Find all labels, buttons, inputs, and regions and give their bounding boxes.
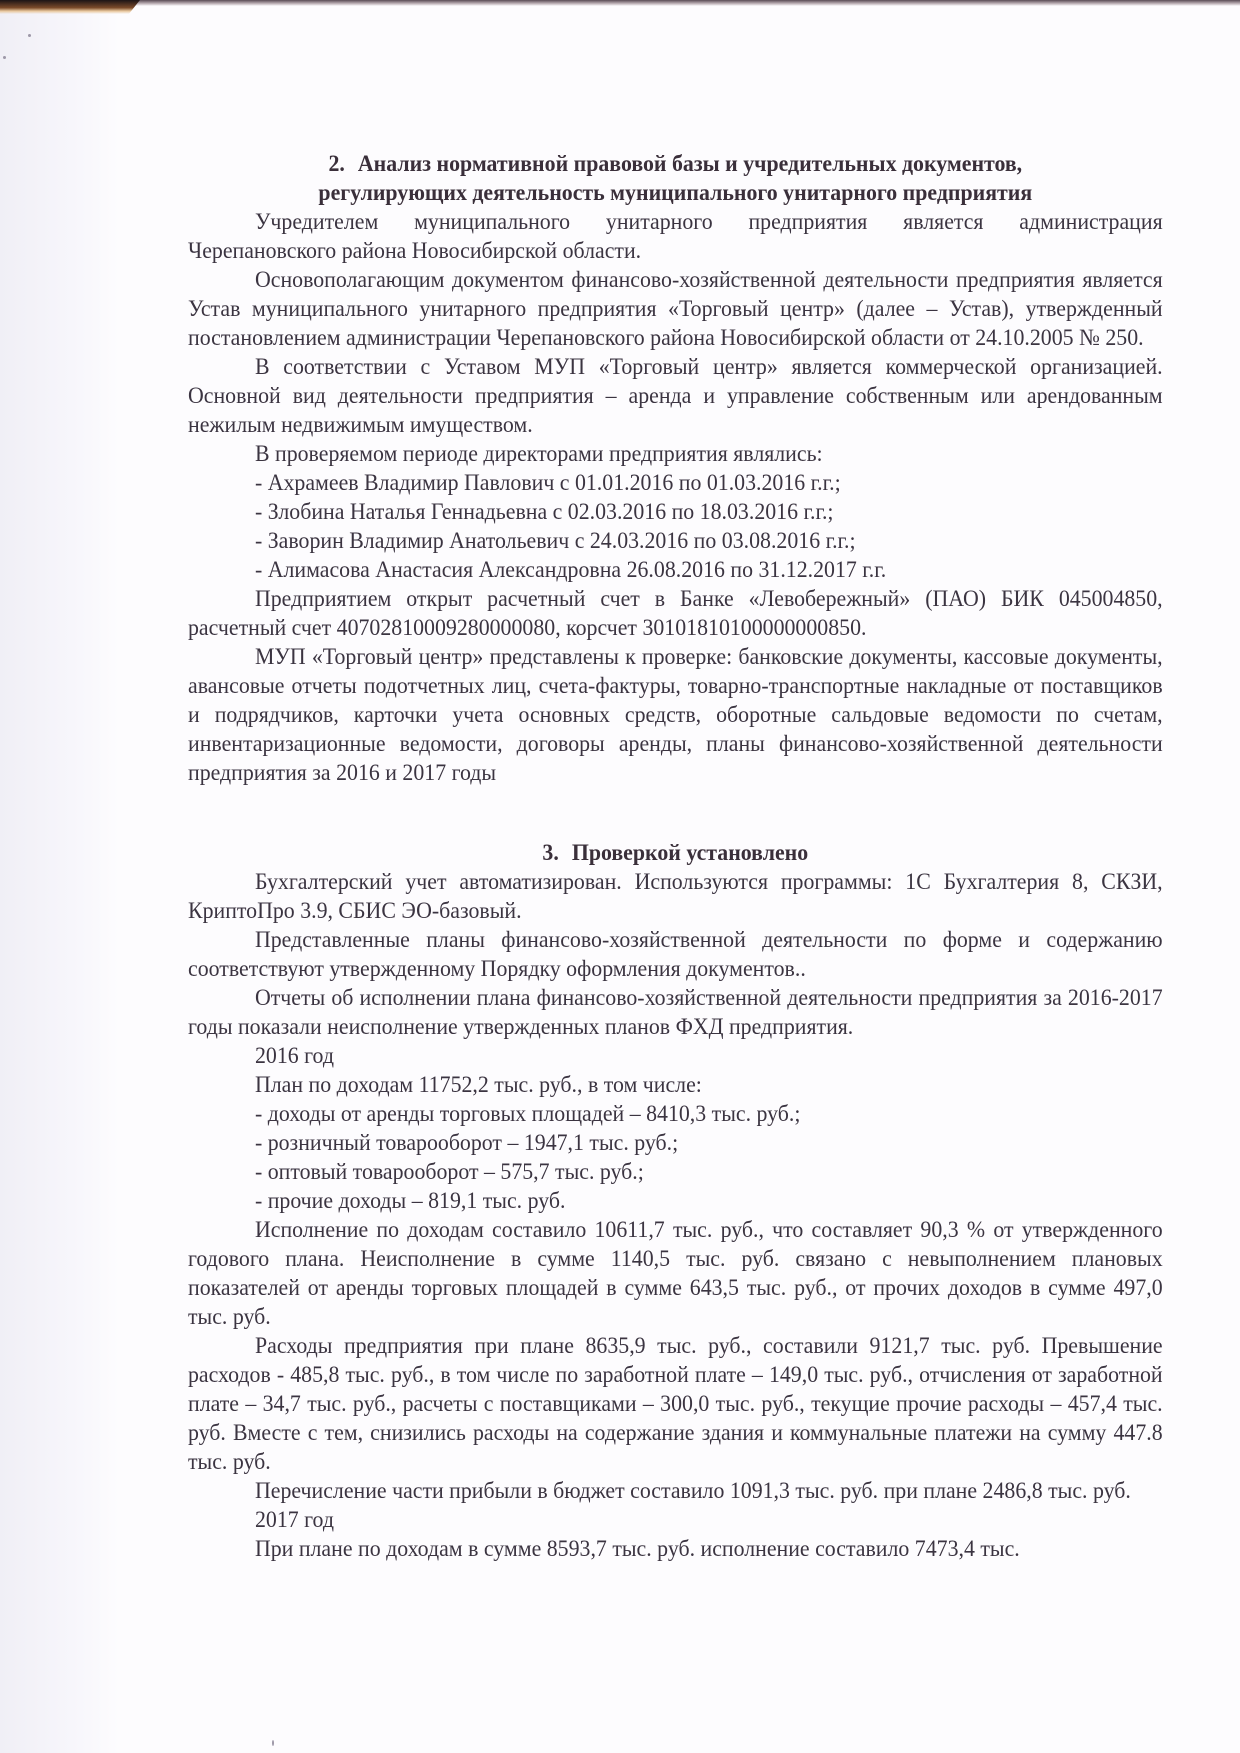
section-2-title-line2: регулирующих деятельность муниципального унитарного предприятия (318, 180, 1033, 206)
year-2016-label: 2016 год (254, 1043, 334, 1069)
section-2-title-line1: Анализ нормативной правовой базы и учредительных документов, (357, 151, 1023, 177)
scan-speck (272, 1740, 274, 1746)
paragraph-charter: Основополагающим документом финансово-хозяйственной деятельности предприятия является Устав муниципального унитарного предприятия «Торговый центр» (далее – Устав), утвержденный постановлением администрации Черепановского района Новосибирской области от 24.10.2005 № 250. (188, 267, 1163, 351)
paragraph-2016-expenses: Расходы предприятия при плане 8635,9 тыс. руб., составили 9121,7 тыс. руб. Превышение расходов - 485,8 тыс. руб., в том числе по заработной плате – 149,0 тыс. руб., отчисления от заработной плате – 34,7 тыс. руб., расчеты с поставщиками – 300,0 тыс. руб., текущие прочие расходы – 457,4 тыс. руб. Вместе с тем, снизились расходы на содержание здания и коммунальные платежи на сумму 447.8 тыс. руб. (188, 1333, 1163, 1475)
paragraph-accounting: Бухгалтерский учет автоматизирован. Используются программы: 1С Бухгалтерия 8, СКЗИ, КриптоПро 3.9, СБИС ЭО-базовый. (188, 869, 1163, 924)
section-3-number: 3. (542, 840, 559, 866)
scan-edge (0, 0, 1240, 6)
scan-corner (0, 0, 140, 14)
paragraph-activity: В соответствии с Уставом МУП «Торговый центр» является коммерческой организацией. Основной вид деятельности предприятия – аренда и управление собственным или арендованным нежилым недвижимым имуществом. (188, 354, 1163, 438)
document-page (188, 150, 1163, 1564)
paragraph-bank-account: Предприятием открыт расчетный счет в Банке «Левобережный» (ПАО) БИК 045004850, расчетный счет 40702810009280000080, корсчет 30101810100000000850. (188, 586, 1163, 641)
scan-speck (28, 34, 31, 37)
paragraph-2017-income: При плане по доходам в сумме 8593,7 тыс. руб. исполнение составило 7473,4 тыс. (254, 1536, 1020, 1562)
paragraph-2016-profit: Перечисление части прибыли в бюджет составило 1091,3 тыс. руб. при плане 2486,8 тыс. руб. (254, 1478, 1131, 1504)
directors-intro: В проверяемом периоде директорами предприятия являлись: (254, 441, 823, 467)
section-2-heading (188, 150, 1163, 208)
spacer (188, 788, 1163, 817)
paragraph-documents: МУП «Торговый центр» представлены к проверке: банковские документы, кассовые документы, авансовые отчеты подотчетных лиц, счета-фактуры, товарно-транспортные накладные от поставщиков и подрядчиков, карточки учета основных средств, оборотные сальдовые ведомости по счетам, инвентаризационные ведомости, договоры аренды, планы финансово-хозяйственной деятельности предприятия за 2016 и 2017 годы (188, 644, 1163, 786)
spacer (188, 817, 1163, 839)
plan-2016-intro: План по доходам 11752,2 тыс. руб., в том числе: (254, 1072, 702, 1098)
scan-shadow (0, 0, 120, 1753)
paragraph-reports: Отчеты об исполнении плана финансово-хозяйственной деятельности предприятия за 2016-2017 годы показали неисполнение утвержденных планов ФХД предприятия. (188, 985, 1163, 1040)
director-item: - Алимасова Анастасия Александровна 26.08.2016 по 31.12.2017 г.г. (254, 557, 887, 583)
director-item: - Ахрамеев Владимир Павлович с 01.01.2016 по 01.03.2016 г.г.; (254, 470, 841, 496)
plan-2016-item: - прочие доходы – 819,1 тыс. руб. (254, 1188, 566, 1214)
section-3-title: Проверкой установлено (571, 840, 809, 866)
section-2-number: 2. (328, 151, 345, 177)
plan-2016-item: - оптовый товарооборот – 575,7 тыс. руб.; (254, 1159, 644, 1185)
section-3-heading (188, 839, 1163, 868)
paragraph-founder: Учредителем муниципального унитарного предприятия является администрация Черепановского района Новосибирской области. (188, 209, 1163, 264)
plan-2016-item: - доходы от аренды торговых площадей – 8410,3 тыс. руб.; (254, 1101, 801, 1127)
plan-2016-item: - розничный товарооборот – 1947,1 тыс. руб.; (254, 1130, 679, 1156)
director-item: - Злобина Наталья Геннадьевна с 02.03.2016 по 18.03.2016 г.г.; (254, 499, 834, 525)
director-item: - Заворин Владимир Анатольевич с 24.03.2016 по 03.08.2016 г.г.; (254, 528, 856, 554)
paragraph-2016-income: Исполнение по доходам составило 10611,7 тыс. руб., что составляет 90,3 % от утвержденного годового плана. Неисполнение в сумме 1140,5 тыс. руб. связано с невыполнением плановых показателей от аренды торговых площадей в сумме 643,5 тыс. руб., от прочих доходов в сумме 497,0 тыс. руб. (188, 1217, 1163, 1330)
scan-speck (3, 56, 6, 59)
paragraph-plans: Представленные планы финансово-хозяйственной деятельности по форме и содержанию соответствуют утвержденному Порядку оформления документов.. (188, 927, 1163, 982)
year-2017-label: 2017 год (254, 1507, 334, 1533)
